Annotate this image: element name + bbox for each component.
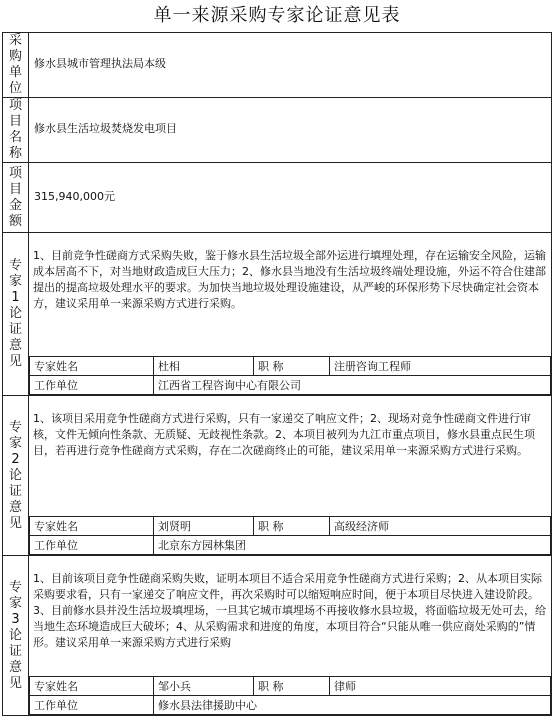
expert-2-section: [3, 396, 552, 556]
label-purchasing-unit: 采购单位: [8, 33, 22, 96]
row-purchasing-unit: [3, 33, 552, 98]
purchasing-unit-value: 修水县城市管理执法局本级: [29, 33, 552, 98]
expert-2-org: 北京东方园林集团: [154, 536, 551, 555]
expert-3-name-label: 专家姓名: [30, 677, 154, 696]
expert-1-org: 江西省工程咨询中心有限公司: [154, 376, 551, 395]
expert-2-title: 高级经济师: [330, 517, 551, 536]
label-expert-1: 专家1论证意见: [8, 258, 22, 369]
expert-1-title-label: 职 称: [254, 357, 330, 376]
expert-opinion-table: [2, 32, 552, 716]
label-expert-2: 专家2论证意见: [8, 419, 22, 531]
expert-1-org-label: 工作单位: [30, 376, 154, 395]
project-amount-value: 315,940,000元: [29, 163, 552, 233]
row-project-name: [3, 98, 552, 163]
expert-2-org-label: 工作单位: [30, 536, 154, 555]
expert-3-opinion: 1、目前该项目竞争性磋商采购失败，证明本项目不适合采用竞争性磋商方式进行采购；2、从本项目实际采购要求看，只有一家递交了响应文件，再次采购时可以缩短响应时间，便于本项目尽快进入建设阶段。3、目前修水县并没生活垃圾填埋场，一旦其它城市填埋场不再接收修水县垃圾，将面临垃圾无处可去，给当地生态环境造成巨大破坏；4、从采购需求和进度的角度，本项目符合“只能从唯一供应商处采购的”情形。建议采用单一来源采购方式进行采购: [33, 572, 546, 649]
expert-3-org: 修水县法律援助中心: [154, 696, 551, 715]
label-project-name: 项目名称: [8, 98, 22, 161]
expert-2-opinion: 1、该项目采用竞争性磋商方式进行采购，只有一家递交了响应文件；2、现场对竞争性磋商文件进行审核，文件无倾向性条款、无质疑、无歧视性条款。2、本项目被列为九江市重点项目，修水县重点民生项目，若再进行竞争性磋商方式采购，存在二次磋商终止的可能，建议采用单一来源采购方式进行采购。: [33, 412, 535, 457]
expert-1-title: 注册咨询工程师: [330, 357, 551, 376]
expert-3-title: 律师: [330, 677, 551, 696]
expert-1-name-label: 专家姓名: [30, 357, 154, 376]
project-name-value: 修水县生活垃圾焚烧发电项目: [29, 98, 552, 163]
expert-2-name: 刘贤明: [154, 517, 254, 536]
expert-2-info: [29, 516, 551, 555]
expert-2-name-label: 专家姓名: [30, 517, 154, 536]
expert-3-section: [3, 556, 552, 716]
expert-3-title-label: 职 称: [254, 677, 330, 696]
expert-1-name: 杜相: [154, 357, 254, 376]
expert-1-info: [29, 356, 551, 395]
expert-3-name: 邹小兵: [154, 677, 254, 696]
form-title: 单一来源采购专家论证意见表: [153, 5, 401, 26]
row-project-amount: [3, 163, 552, 233]
expert-1-section: [3, 233, 552, 396]
expert-2-title-label: 职 称: [254, 517, 330, 536]
expert-1-opinion: 1、目前竞争性磋商方式采购失败，鉴于修水县生活垃圾全部外运进行填埋处理，存在运输安全风险，运输成本居高不下，对当地财政造成巨大压力；2、修水县当地没有生活垃圾终端处理设施，外运不符合住建部提出的提高垃圾处理水平的要求。为加快当地垃圾处理设施建设，从严峻的环保形势下尽快确定社会资本方，建议采用单一来源采购方式进行采购。: [33, 249, 546, 310]
label-project-amount: 项目金额: [8, 165, 22, 229]
expert-3-info: [29, 676, 551, 715]
label-expert-3: 专家3论证意见: [8, 579, 22, 691]
expert-3-org-label: 工作单位: [30, 696, 154, 715]
